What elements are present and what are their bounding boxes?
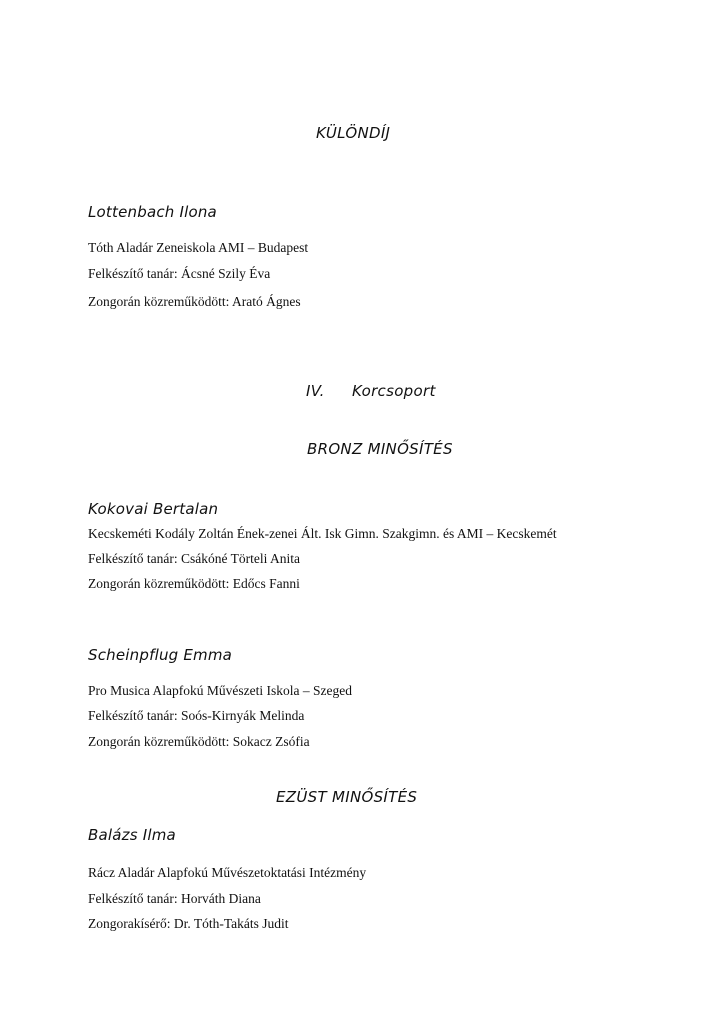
school-line: Pro Musica Alapfokú Művészeti Iskola – Szeged [88, 683, 352, 698]
school-line: Rácz Aladár Alapfokú Művészetoktatási Intézmény [88, 865, 367, 880]
awardee-name: Balázs Ilma [88, 826, 176, 844]
awardee-name: Scheinpflug Emma [88, 646, 233, 664]
accompanist-line: Zongorakísérő: Dr. Tóth-Takáts Judit [88, 916, 289, 931]
awardee-name: Kokovai Bertalan [88, 500, 219, 518]
accompanist-line: Zongorán közreműködött: Arató Ágnes [88, 294, 301, 309]
accompanist-line: Zongorán közreműködött: Sokacz Zsófia [88, 734, 310, 749]
bronze-title: BRONZ MINŐSÍTÉS [307, 440, 453, 458]
teacher-line: Felkészítő tanár: Horváth Diana [88, 891, 261, 906]
teacher-line: Felkészítő tanár: Csákóné Törteli Anita [88, 551, 300, 566]
accompanist-line: Zongorán közreműködött: Edőcs Fanni [88, 576, 300, 591]
teacher-line: Felkészítő tanár: Ácsné Szily Éva [88, 266, 271, 281]
age-group-number: IV. [306, 382, 325, 400]
school-line: Tóth Aladár Zeneiskola AMI – Budapest [88, 240, 309, 255]
silver-title: EZÜST MINŐSÍTÉS [276, 788, 418, 806]
special-award-title: KÜLÖNDÍJ [316, 124, 391, 142]
school-line: Kecskeméti Kodály Zoltán Ének-zenei Ált. Isk Gimn. Szakgimn. és AMI – Kecskemét [88, 526, 557, 541]
age-group-label: Korcsoport [352, 382, 436, 400]
teacher-line: Felkészítő tanár: Soós-Kirnyák Melinda [88, 708, 305, 723]
awardee-name: Lottenbach Ilona [88, 203, 217, 221]
